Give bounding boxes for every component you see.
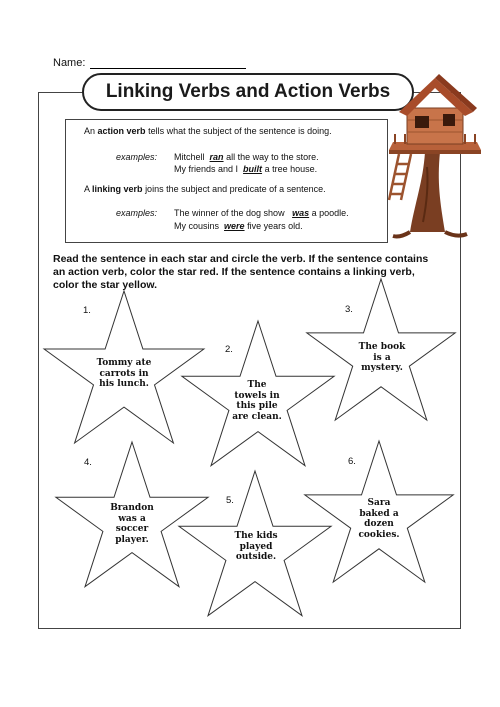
examples-label: examples:	[116, 152, 158, 162]
star-sentence[interactable]: The book is a mystery.	[358, 342, 406, 373]
linking-example-2: My cousins were five years old.	[174, 221, 303, 231]
linking-example-1: The winner of the dog show was a poodle.	[174, 208, 349, 218]
action-example-1: Mitchell ran all the way to the store.	[174, 152, 319, 162]
star-sentence[interactable]: Tommy ate carrots in his lunch.	[96, 358, 152, 389]
action-example-2: My friends and I built a tree house.	[174, 164, 318, 174]
star-sentence[interactable]: The kids played outside.	[234, 531, 278, 562]
linking-verb-definition: A linking verb joins the subject and predicate of a sentence.	[84, 184, 326, 194]
star-sentence[interactable]: Sara baked a dozen cookies.	[358, 498, 400, 540]
star-number: 6.	[348, 456, 356, 467]
instructions: Read the sentence in each star and circle the verb. If the sentence contains an action verb, color the star red. If the sentence contains a linking verb, color the star yellow.	[53, 253, 429, 291]
star-sentence[interactable]: The towels in this pile are clean.	[232, 380, 282, 422]
star-number: 3.	[345, 304, 353, 315]
name-label: Name:	[53, 57, 86, 69]
star-number: 4.	[84, 457, 92, 468]
examples-label: examples:	[116, 208, 158, 218]
page-title: Linking Verbs and Action Verbs	[82, 73, 414, 111]
star-number: 2.	[225, 344, 233, 355]
star-sentence[interactable]: Brandon was a soccer player.	[110, 503, 154, 545]
star-number: 1.	[83, 305, 91, 316]
star-number: 5.	[226, 495, 234, 506]
action-verb-definition: An action verb tells what the subject of the sentence is doing.	[84, 126, 332, 136]
